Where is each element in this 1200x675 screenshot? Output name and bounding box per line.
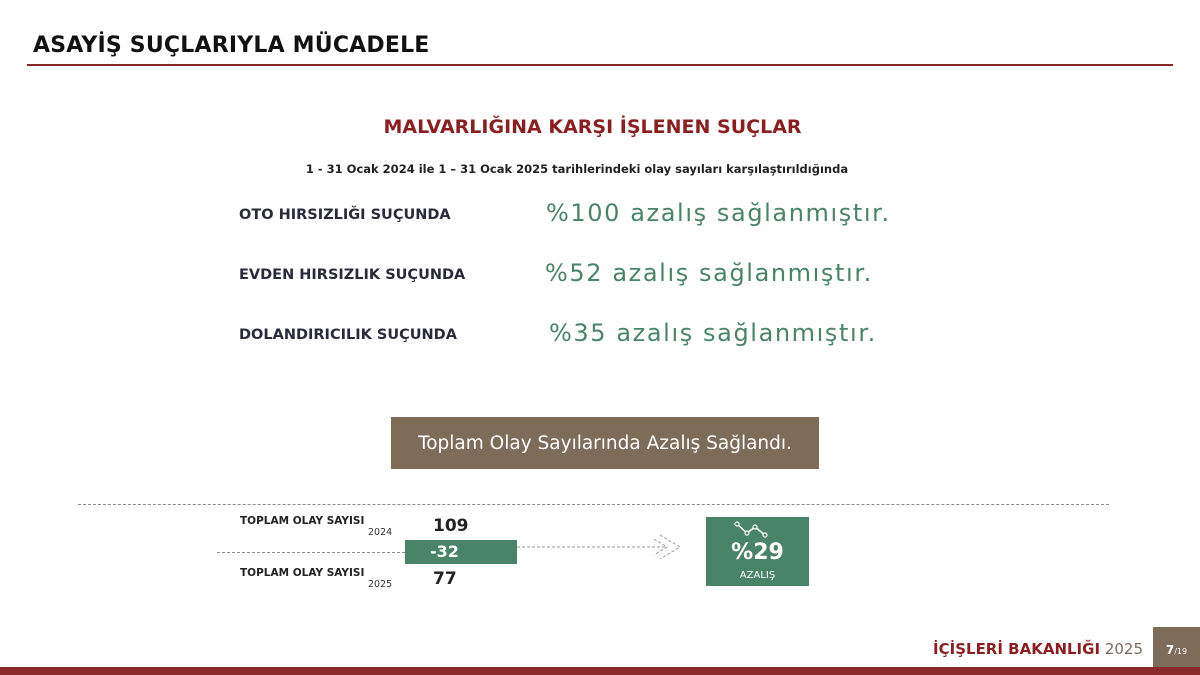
crime-result-home-burglary: %52 azalış sağlanmıştır. [545, 259, 873, 287]
kpi-decrease-card [706, 517, 809, 586]
section-subtitle: 1 - 31 Ocak 2024 ile 1 – 31 Ocak 2025 tarihlerindeki olay sayıları karşılaştırıldığında [305, 162, 849, 176]
year-label-2024: 2024 [368, 527, 393, 538]
arrow-right-icon [517, 530, 687, 564]
title-divider [27, 64, 1173, 66]
crime-result-fraud: %35 azalış sağlanmıştır. [549, 319, 877, 347]
footer-brand-year: 2025 [1104, 640, 1143, 658]
page-number-badge [1153, 627, 1200, 667]
year-label-2025: 2025 [368, 579, 393, 590]
total-count-value-2025: 77 [433, 569, 457, 589]
total-count-label-2024: TOPLAM OLAY SAYISI [240, 515, 365, 527]
summary-banner: Toplam Olay Sayılarında Azalış Sağlandı. [391, 417, 819, 469]
crime-label-car-theft: OTO HIRSIZLIĞI SUÇUNDA [239, 207, 451, 223]
kpi-value: %29 [731, 540, 784, 565]
dashed-divider-middle [217, 552, 405, 553]
dashed-divider-top [78, 504, 1109, 505]
total-count-value-2024: 109 [433, 516, 469, 536]
footer-brand [933, 640, 1143, 658]
crime-result-car-theft: %100 azalış sağlanmıştır. [546, 199, 891, 227]
page-title: ASAYİŞ SUÇLARIYLA MÜCADELE [33, 33, 430, 58]
section-heading: MALVARLIĞINA KARŞI İŞLENEN SUÇLAR [383, 116, 802, 138]
difference-badge: -32 [405, 540, 517, 564]
trend-line-icon [734, 520, 768, 538]
total-count-label-2025: TOPLAM OLAY SAYISI [240, 567, 365, 579]
crime-label-home-burglary: EVDEN HIRSIZLIK SUÇUNDA [239, 267, 466, 283]
page-total: /19 [1174, 647, 1188, 656]
kpi-caption: AZALIŞ [739, 570, 776, 581]
bottom-accent-bar [0, 667, 1200, 675]
page-current: 7 [1165, 643, 1175, 657]
footer-brand-name: İÇİŞLERİ BAKANLIĞI [933, 640, 1101, 658]
crime-label-fraud: DOLANDIRICILIK SUÇUNDA [239, 327, 457, 343]
